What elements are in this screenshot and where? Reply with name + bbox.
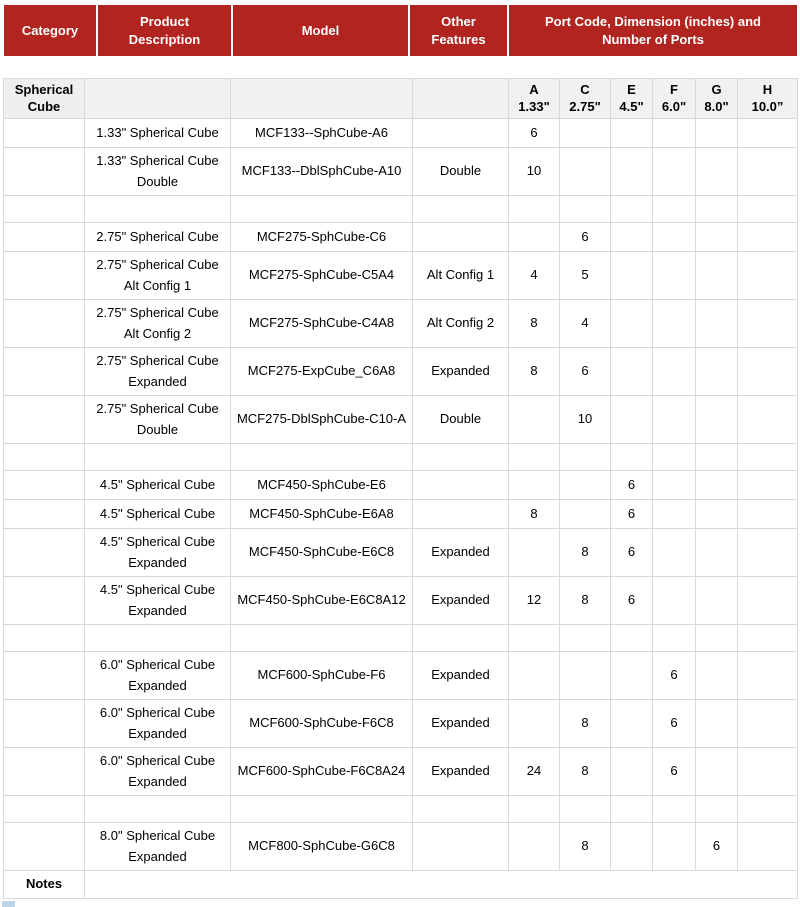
category-cell — [4, 471, 85, 500]
product-row — [4, 148, 798, 196]
product-description-cell — [85, 444, 231, 471]
product-row — [4, 223, 798, 252]
port-count-cell-G — [696, 700, 738, 748]
product-description-cell — [85, 348, 231, 396]
product-description-cell — [85, 148, 231, 196]
port-column-header-H — [738, 79, 798, 119]
product-description-line: 6.0" Spherical Cube — [99, 753, 216, 769]
port-count-cell-E — [611, 748, 653, 796]
spacer-row — [4, 444, 798, 471]
product-description-line: 1.33" Spherical Cube — [96, 153, 219, 169]
product-description-line: Expanded — [128, 554, 187, 570]
port-count-cell-E — [611, 348, 653, 396]
category-cell — [4, 396, 85, 444]
product-description-cell — [85, 748, 231, 796]
model-cell: MCF600-SphCube-F6C8 — [231, 700, 413, 748]
product-row — [4, 119, 798, 148]
port-count-cell-H — [738, 444, 798, 471]
model-cell: MCF275-DblSphCube-C10-A — [231, 396, 413, 444]
port-count-cell-H — [738, 223, 798, 252]
port-code-label: F — [670, 81, 678, 97]
port-count-cell-E — [611, 119, 653, 148]
cutoff-next-section-fragment — [2, 901, 15, 907]
port-count-cell-A — [509, 196, 560, 223]
product-description-line: 8.0" Spherical Cube — [99, 828, 216, 844]
port-count-cell-A: 8 — [509, 300, 560, 348]
port-count-cell-A — [509, 444, 560, 471]
port-count-cell-H — [738, 196, 798, 223]
port-count-cell-E — [611, 396, 653, 444]
port-count-cell-C: 6 — [560, 223, 611, 252]
other-features-cell — [413, 625, 509, 652]
port-count-cell-A — [509, 652, 560, 700]
port-count-cell-F — [653, 119, 696, 148]
model-cell: MCF275-SphCube-C4A8 — [231, 300, 413, 348]
port-dimension-label: 2.75" — [569, 98, 601, 114]
port-count-cell-G — [696, 444, 738, 471]
category-cell — [4, 700, 85, 748]
category-cell — [4, 625, 85, 652]
product-description-line: Expanded — [128, 725, 187, 741]
port-count-cell-F: 6 — [653, 748, 696, 796]
product-description-cell — [85, 119, 231, 148]
port-count-cell-F — [653, 471, 696, 500]
port-count-cell-E — [611, 196, 653, 223]
port-count-cell-F: 6 — [653, 700, 696, 748]
port-count-cell-C: 8 — [560, 577, 611, 625]
port-count-cell-C — [560, 500, 611, 529]
header-col-product-description — [98, 5, 231, 56]
port-count-cell-E — [611, 652, 653, 700]
header-col-label: Features — [431, 31, 486, 47]
port-count-cell-G — [696, 252, 738, 300]
product-description-cell — [85, 471, 231, 500]
product-description-cell — [85, 252, 231, 300]
port-count-cell-C — [560, 119, 611, 148]
port-count-cell-G — [696, 396, 738, 444]
port-count-cell-E — [611, 796, 653, 823]
port-count-cell-E — [611, 625, 653, 652]
port-count-cell-F — [653, 444, 696, 471]
other-features-cell — [413, 223, 509, 252]
port-count-cell-F — [653, 223, 696, 252]
port-count-cell-E — [611, 823, 653, 871]
port-count-cell-H — [738, 300, 798, 348]
port-count-cell-G — [696, 625, 738, 652]
port-count-cell-G — [696, 652, 738, 700]
port-count-cell-H — [738, 625, 798, 652]
port-count-cell-A — [509, 700, 560, 748]
product-description-line: Expanded — [128, 848, 187, 864]
port-column-header-A — [509, 79, 560, 119]
port-count-cell-F — [653, 796, 696, 823]
other-features-cell — [413, 444, 509, 471]
port-count-cell-A — [509, 529, 560, 577]
product-description-cell — [85, 577, 231, 625]
port-count-cell-H — [738, 748, 798, 796]
port-dimension-label: 4.5" — [619, 98, 644, 114]
model-cell: MCF275-SphCube-C6 — [231, 223, 413, 252]
header-col-label: Other — [441, 13, 476, 29]
port-count-cell-A: 8 — [509, 500, 560, 529]
port-column-header-G — [696, 79, 738, 119]
port-count-cell-G — [696, 529, 738, 577]
category-cell — [4, 748, 85, 796]
product-description-line: Expanded — [128, 677, 187, 693]
port-count-cell-E: 6 — [611, 529, 653, 577]
other-features-cell: Expanded — [413, 700, 509, 748]
port-count-cell-C — [560, 471, 611, 500]
port-count-cell-H — [738, 700, 798, 748]
subheader-empty-cell — [231, 79, 413, 119]
other-features-cell — [413, 823, 509, 871]
product-row — [4, 529, 798, 577]
category-cell — [4, 823, 85, 871]
product-description-cell — [85, 300, 231, 348]
port-count-cell-F — [653, 148, 696, 196]
spacer-row — [4, 196, 798, 223]
category-cell — [4, 500, 85, 529]
category-cell — [4, 796, 85, 823]
product-description-cell — [85, 652, 231, 700]
port-count-cell-E — [611, 223, 653, 252]
port-count-cell-F — [653, 823, 696, 871]
other-features-cell: Expanded — [413, 577, 509, 625]
port-count-cell-G — [696, 196, 738, 223]
port-count-cell-H — [738, 652, 798, 700]
product-description-cell — [85, 796, 231, 823]
header-col-label: Model — [301, 22, 340, 38]
product-row — [4, 300, 798, 348]
port-count-cell-C: 8 — [560, 529, 611, 577]
port-count-cell-E — [611, 300, 653, 348]
port-count-cell-G — [696, 748, 738, 796]
port-count-cell-A: 12 — [509, 577, 560, 625]
port-count-cell-F — [653, 252, 696, 300]
port-count-cell-F — [653, 529, 696, 577]
model-cell: MCF600-SphCube-F6 — [231, 652, 413, 700]
product-row — [4, 348, 798, 396]
port-count-cell-C — [560, 796, 611, 823]
port-count-cell-G: 6 — [696, 823, 738, 871]
port-count-cell-C: 8 — [560, 748, 611, 796]
notes-row — [4, 871, 798, 899]
port-count-cell-G — [696, 471, 738, 500]
header-col-model — [233, 5, 408, 56]
product-row — [4, 652, 798, 700]
category-cell — [4, 444, 85, 471]
product-description-cell — [85, 196, 231, 223]
port-column-header-F — [653, 79, 696, 119]
product-row — [4, 700, 798, 748]
category-cell — [4, 196, 85, 223]
port-count-cell-H — [738, 500, 798, 529]
product-description-line: Double — [136, 173, 179, 189]
port-dimension-label: 6.0" — [661, 98, 687, 114]
product-description-cell — [85, 823, 231, 871]
port-count-cell-H — [738, 348, 798, 396]
port-count-cell-H — [738, 577, 798, 625]
header-col-port-codes — [509, 5, 797, 56]
port-count-cell-C — [560, 652, 611, 700]
port-count-cell-C — [560, 444, 611, 471]
port-count-cell-G — [696, 796, 738, 823]
product-description-line: Expanded — [128, 373, 187, 389]
category-cell — [4, 119, 85, 148]
port-count-cell-A: 6 — [509, 119, 560, 148]
product-description-line: 2.75" Spherical Cube — [96, 401, 219, 417]
port-code-label: G — [711, 81, 722, 97]
product-description-cell — [85, 223, 231, 252]
other-features-cell: Alt Config 1 — [413, 252, 509, 300]
header-col-label: Description — [128, 31, 201, 47]
product-description-line: 2.75" Spherical Cube — [96, 228, 219, 244]
subheader-empty-cell — [85, 79, 231, 119]
port-count-cell-F — [653, 500, 696, 529]
port-count-cell-E: 6 — [611, 577, 653, 625]
other-features-cell: Expanded — [413, 652, 509, 700]
model-cell — [231, 625, 413, 652]
port-count-cell-F — [653, 396, 696, 444]
port-code-label: A — [529, 81, 539, 97]
model-cell: MCF600-SphCube-F6C8A24 — [231, 748, 413, 796]
model-cell: MCF275-SphCube-C5A4 — [231, 252, 413, 300]
model-cell — [231, 796, 413, 823]
category-cell — [4, 348, 85, 396]
header-col-label: Product — [139, 13, 190, 29]
other-features-cell: Alt Config 2 — [413, 300, 509, 348]
port-count-cell-C: 10 — [560, 396, 611, 444]
other-features-cell — [413, 119, 509, 148]
port-code-label: C — [580, 81, 590, 97]
product-description-line: 2.75" Spherical Cube — [96, 305, 219, 321]
port-count-cell-A — [509, 625, 560, 652]
product-description-cell — [85, 529, 231, 577]
category-group-cell: Spherical Cube — [4, 79, 85, 119]
spacer-row — [4, 796, 798, 823]
port-count-cell-F — [653, 577, 696, 625]
subheader-empty-cell — [413, 79, 509, 119]
product-description-line: 2.75" Spherical Cube — [96, 353, 219, 369]
port-count-cell-H — [738, 529, 798, 577]
model-cell: MCF450-SphCube-E6A8 — [231, 500, 413, 529]
port-count-cell-G — [696, 577, 738, 625]
model-cell: MCF800-SphCube-G6C8 — [231, 823, 413, 871]
port-count-cell-E — [611, 148, 653, 196]
port-count-cell-F — [653, 348, 696, 396]
port-count-cell-G — [696, 148, 738, 196]
port-count-cell-F: 6 — [653, 652, 696, 700]
port-count-cell-E — [611, 700, 653, 748]
header-col-other-features — [410, 5, 507, 56]
port-code-label: H — [762, 81, 773, 97]
header-col-label: Category — [21, 22, 79, 38]
port-count-cell-G — [696, 119, 738, 148]
port-count-cell-H — [738, 796, 798, 823]
port-count-cell-H — [738, 252, 798, 300]
model-cell — [231, 196, 413, 223]
port-count-cell-C: 8 — [560, 700, 611, 748]
port-count-cell-F — [653, 300, 696, 348]
port-count-cell-A: 8 — [509, 348, 560, 396]
port-count-cell-A — [509, 796, 560, 823]
port-count-cell-E: 6 — [611, 471, 653, 500]
product-row — [4, 577, 798, 625]
port-dimension-label: 10.0” — [751, 98, 784, 114]
port-count-cell-F — [653, 196, 696, 223]
port-count-cell-C: 8 — [560, 823, 611, 871]
port-dimension-label: 1.33" — [518, 98, 550, 114]
port-count-cell-G — [696, 300, 738, 348]
port-subheader-row — [4, 79, 798, 119]
product-description-line: Expanded — [128, 602, 187, 618]
port-column-header-C — [560, 79, 611, 119]
port-code-label: E — [627, 81, 636, 97]
other-features-cell — [413, 500, 509, 529]
model-cell: MCF450-SphCube-E6C8 — [231, 529, 413, 577]
category-cell — [4, 223, 85, 252]
model-cell: MCF133--DblSphCube-A10 — [231, 148, 413, 196]
category-cell — [4, 252, 85, 300]
port-count-cell-C — [560, 196, 611, 223]
product-description-line: 4.5" Spherical Cube — [99, 505, 216, 521]
model-cell: MCF133--SphCube-A6 — [231, 119, 413, 148]
product-description-line: 4.5" Spherical Cube — [99, 534, 216, 550]
header-col-category — [4, 5, 96, 56]
model-cell: MCF275-ExpCube_C6A8 — [231, 348, 413, 396]
port-count-cell-G — [696, 223, 738, 252]
product-row — [4, 823, 798, 871]
port-count-cell-A — [509, 396, 560, 444]
other-features-cell: Expanded — [413, 348, 509, 396]
notes-content-cell — [85, 871, 798, 899]
product-description-line: 4.5" Spherical Cube — [99, 582, 216, 598]
category-cell — [4, 529, 85, 577]
product-description-line: 2.75" Spherical Cube — [96, 257, 219, 273]
other-features-cell — [413, 196, 509, 223]
port-count-cell-A — [509, 471, 560, 500]
product-description-line: 4.5" Spherical Cube — [99, 476, 216, 492]
port-count-cell-C — [560, 625, 611, 652]
port-count-cell-A — [509, 823, 560, 871]
header-col-label: Port Code, Dimension (inches) and — [545, 13, 761, 29]
product-row — [4, 500, 798, 529]
product-description-line: Double — [136, 421, 179, 437]
product-row — [4, 471, 798, 500]
port-count-cell-H — [738, 823, 798, 871]
category-cell — [4, 300, 85, 348]
product-description-line: 1.33" Spherical Cube — [96, 124, 219, 140]
category-cell — [4, 148, 85, 196]
other-features-cell: Double — [413, 148, 509, 196]
port-count-cell-F — [653, 625, 696, 652]
port-count-cell-C: 6 — [560, 348, 611, 396]
product-description-line: 6.0" Spherical Cube — [99, 705, 216, 721]
table-header-banner — [4, 5, 797, 56]
notes-label-cell: Notes — [4, 871, 85, 899]
category-cell — [4, 652, 85, 700]
product-row — [4, 396, 798, 444]
product-description-line: Alt Config 2 — [123, 325, 192, 341]
other-features-cell — [413, 796, 509, 823]
port-count-cell-E — [611, 252, 653, 300]
port-count-cell-A — [509, 223, 560, 252]
other-features-cell — [413, 471, 509, 500]
product-description-line: 6.0" Spherical Cube — [99, 657, 216, 673]
port-count-cell-H — [738, 148, 798, 196]
model-cell: MCF450-SphCube-E6 — [231, 471, 413, 500]
port-count-cell-E — [611, 444, 653, 471]
port-column-header-E — [611, 79, 653, 119]
port-count-cell-H — [738, 471, 798, 500]
product-description-cell — [85, 625, 231, 652]
category-cell — [4, 577, 85, 625]
port-count-cell-H — [738, 396, 798, 444]
port-count-cell-H — [738, 119, 798, 148]
port-count-cell-C: 4 — [560, 300, 611, 348]
port-dimension-label: 8.0" — [704, 98, 729, 114]
port-count-cell-A: 10 — [509, 148, 560, 196]
other-features-cell: Double — [413, 396, 509, 444]
product-description-line: Alt Config 1 — [123, 277, 192, 293]
product-description-line: Expanded — [128, 773, 187, 789]
port-count-cell-G — [696, 500, 738, 529]
product-table — [3, 78, 798, 899]
product-row — [4, 252, 798, 300]
spacer-row — [4, 625, 798, 652]
other-features-cell: Expanded — [413, 748, 509, 796]
product-row — [4, 748, 798, 796]
port-count-cell-A: 4 — [509, 252, 560, 300]
port-count-cell-E: 6 — [611, 500, 653, 529]
port-count-cell-G — [696, 348, 738, 396]
port-count-cell-C: 5 — [560, 252, 611, 300]
model-cell: MCF450-SphCube-E6C8A12 — [231, 577, 413, 625]
product-description-cell — [85, 500, 231, 529]
port-count-cell-A: 24 — [509, 748, 560, 796]
header-col-label: Number of Ports — [602, 31, 704, 47]
other-features-cell: Expanded — [413, 529, 509, 577]
port-count-cell-C — [560, 148, 611, 196]
model-cell — [231, 444, 413, 471]
product-description-cell — [85, 700, 231, 748]
product-description-cell — [85, 396, 231, 444]
